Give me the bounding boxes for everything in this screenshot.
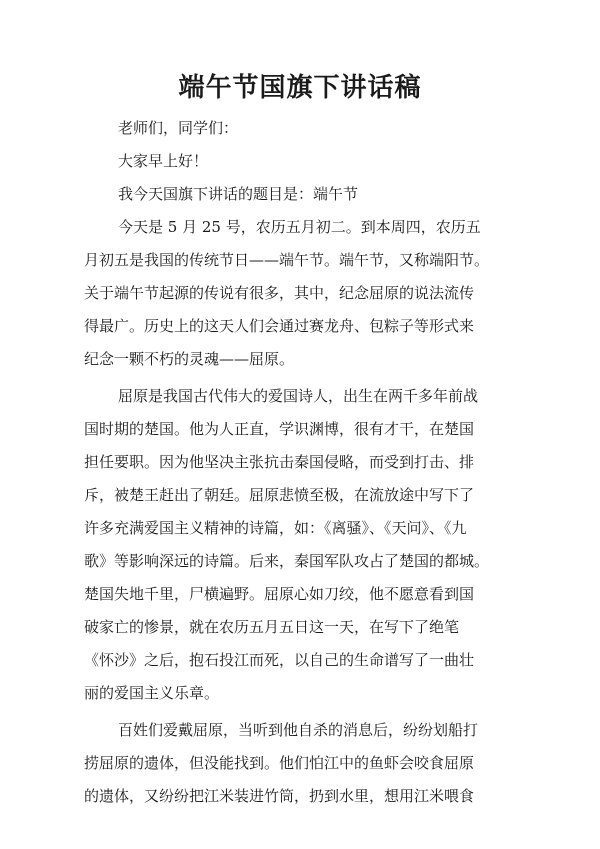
text-line: 楚国失地千里，尸横遍野。屈原心如刀绞，他不愿意看到国 [84,585,475,603]
text-line: 歌》等影响深远的诗篇。后来，秦国军队攻占了楚国的都城。 [84,552,490,570]
text-line: 关于端午节起源的传说有很多，其中，纪念屈原的说法流传 [84,284,475,302]
text-line: 百姓们爱戴屈原，当听到他自杀的消息后，纷纷划船打 [118,721,479,739]
text-line: 捞屈原的遗体，但没能找到。他们怕江中的鱼虾会咬食屈原 [84,754,475,772]
text-line: 老师们，同学们： [118,119,239,137]
text-line: 得最广。历史上的这天人们会通过赛龙舟、包粽子等形式来 [84,317,475,335]
text-line: 斥，被楚王赶出了朝廷。屈原悲愤至极，在流放途中写下了 [84,486,475,504]
text-line: 担任要职。因为他坚决主张抗击秦国侵略，而受到打击、排 [84,453,475,471]
text-line: 的遗体，又纷纷把江米装进竹筒，扔到水里，想用江米喂食 [84,787,475,805]
document-title: 端午节国旗下讲话稿 [178,73,422,103]
text-line: 今天是 5 月 25 号，农历五月初二。到本周四，农历五 [118,218,481,236]
text-line: 国时期的楚国。他为人正直，学识渊博，很有才干，在楚国 [84,420,475,438]
text-line: 纪念一颗不朽的灵魂——屈原。 [84,350,295,368]
text-line: 我今天国旗下讲话的题目是：端午节 [118,185,359,203]
text-line: 许多充满爱国主义精神的诗篇，如：《离骚》、《天问》、《九 [84,519,467,537]
text-line: 屈原是我国古代伟大的爱国诗人，出生在两千多年前战 [118,387,479,405]
text-line: 丽的爱国主义乐章。 [84,684,220,702]
document-body [84,112,520,813]
text-line: 破家亡的惨景，就在农历五月五日这一天，在写下了绝笔 [84,618,460,636]
text-line: 《怀沙》之后，抱石投江而死，以自己的生命谱写了一曲壮 [84,651,475,669]
text-line: 月初五是我国的传统节日——端午节。端午节，又称端阳节。 [84,251,490,269]
text-line: 大家早上好！ [118,152,209,170]
